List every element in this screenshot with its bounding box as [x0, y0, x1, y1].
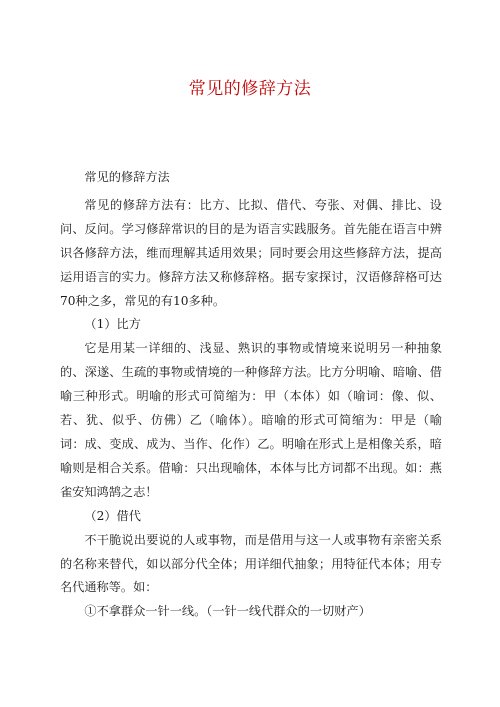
document-title: 常见的修辞方法 — [188, 79, 312, 99]
metaphor-paragraph: 它是用某一详细的、浅显、熟识的事物或情境来说明另一种抽象的、深遂、生疏的事物或情境的一种修辞方法。比方分明喻、暗喻、借喻三种形式。明喻的形式可简缩为：甲（本体）如（喻词：像、似、若、犹、似乎、仿佛）乙（喻体）。暗喻的形式可简缩为：甲是（喻词：成、变成、成为、当作、化作）乙。明喻在形式上是相像关系，暗喻则是相合关系。借喻：只出现喻体，本体与比方词都不出现。如：燕雀安知鸿鹄之志！ — [60, 341, 442, 499]
metonymy-paragraph: 不干脆说出要说的人或事物，而是借用与这一人或事物有亲密关系的名称来替代，如以部分代全体；用详细代抽象；用特征代本体；用专名代通称等。如： — [60, 532, 442, 595]
subsection-heading-metaphor: （1）比方 — [84, 317, 141, 332]
intro-paragraph: 常见的修辞方法有：比方、比拟、借代、夸张、对偶、排比、设问、反问。学习修辞常识的目的是为语言实践服务。首先能在语言中辨识各修辞方法，维而理解其适用效果；同时要会用这些修辞方法，提高运用语言的实力。修辞方法又称修辞格。据专家探讨，汉语修辞格可达70种之多，常见的有10多种。 — [60, 197, 442, 308]
subsection-heading-metonymy: （2）借代 — [84, 508, 141, 523]
example-line: ①不拿群众一针一线。（一针一线代群众的一切财产） — [84, 604, 371, 619]
document-body — [60, 166, 442, 624]
section-heading: 常见的修辞方法 — [84, 170, 170, 184]
